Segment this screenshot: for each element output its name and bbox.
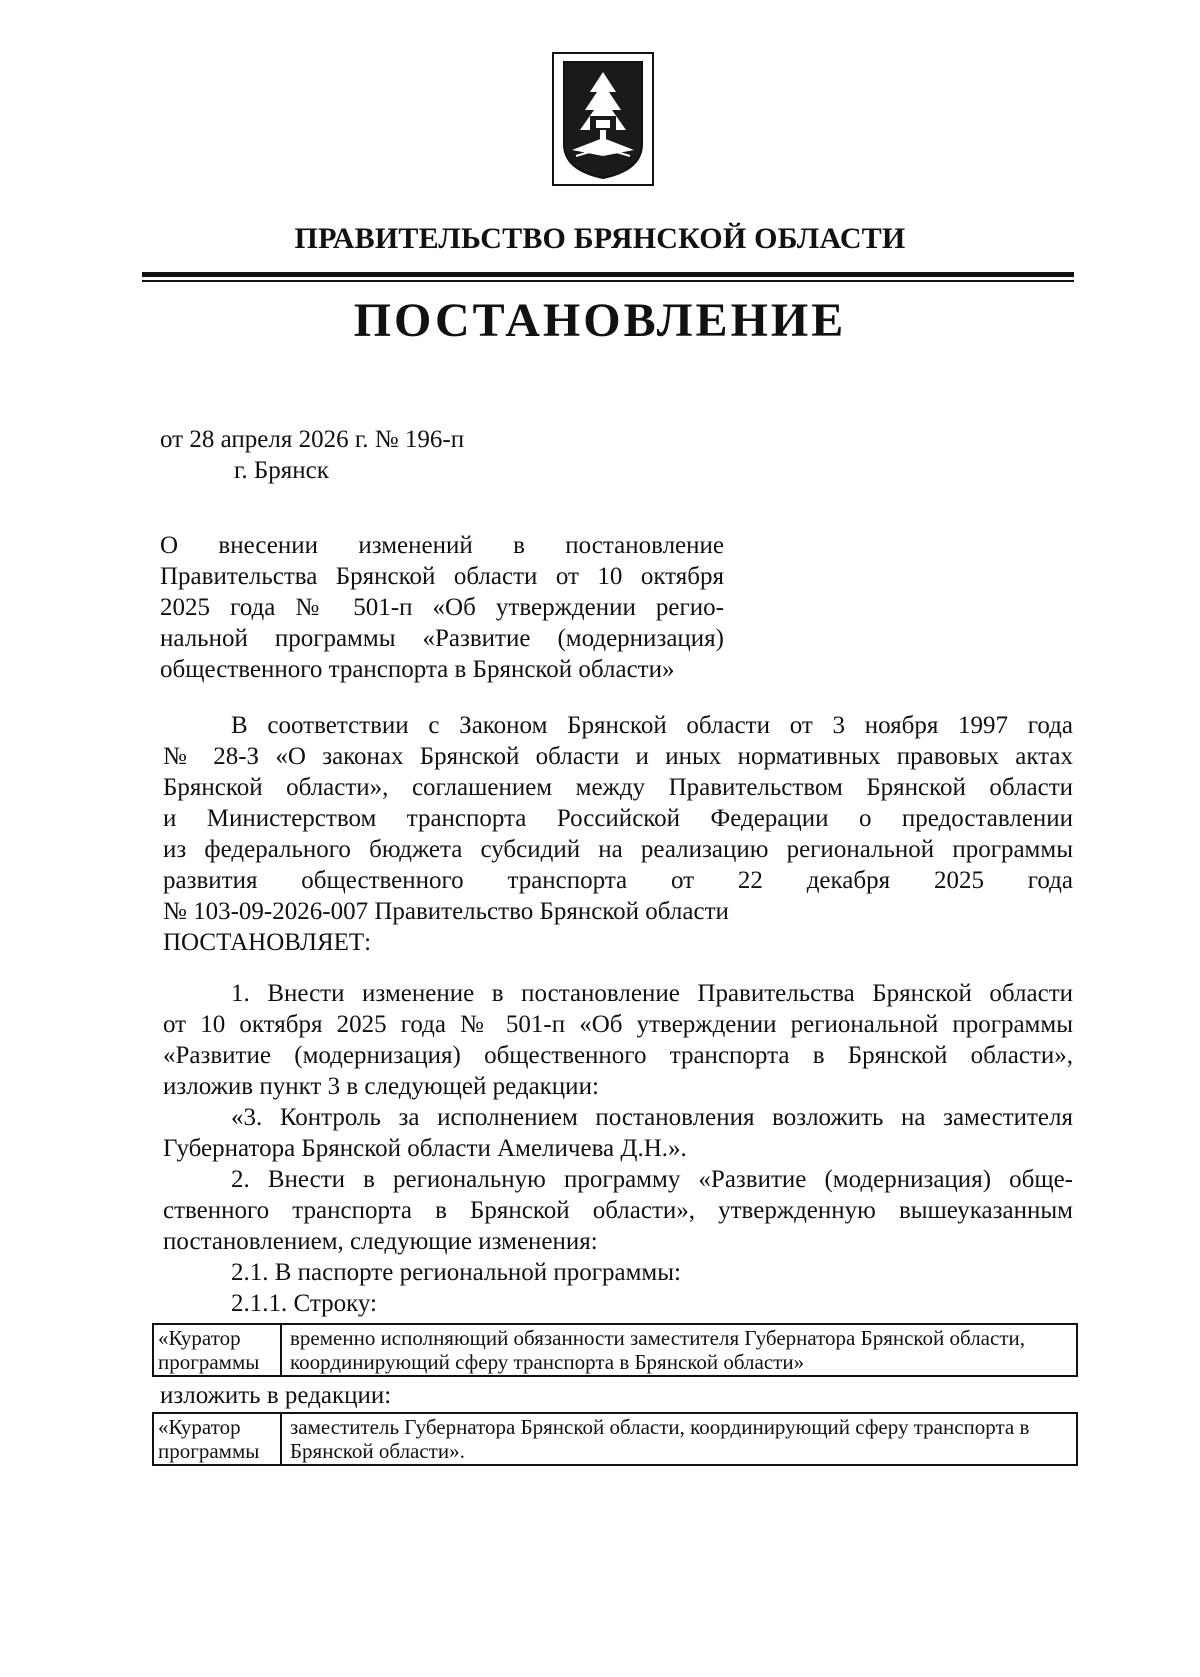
title-line: общественного транспорта в Брянской области»: [160, 656, 675, 683]
document-date: 28 апреля 2026 г.: [189, 426, 369, 453]
item-2-1: 2.1. В паспорте региональной программы:: [231, 1259, 681, 1286]
item-2-line: ственного транспорта в Брянской области», утвержденную вышеуказанным: [163, 1197, 1073, 1224]
item-1-line: от 10 октября 2025 года № 501-п «Об утверждении региональной программы: [163, 1011, 1073, 1038]
table-cell-label: «Куратор программы: [153, 1324, 281, 1376]
number-prefix: №: [374, 426, 399, 453]
table-cell-value: временно исполняющий обязанности заместителя Губернатора Брянской области, координирующий сферу транспорта в Брянской области»: [281, 1324, 1077, 1376]
header-rule-thick: [142, 272, 1074, 277]
title-line: 2025 года № 501-п «Об утверждении регио-: [160, 594, 724, 621]
table-cell-label: «Куратор программы: [153, 1413, 281, 1465]
organization-name: ПРАВИТЕЛЬСТВО БРЯНСКОЙ ОБЛАСТИ: [294, 222, 906, 255]
item-2-line: постановлением, следующие изменения:: [163, 1228, 598, 1255]
document-number: 196-п: [404, 426, 465, 453]
table-row: [153, 1413, 1077, 1465]
preamble-line: развития общественного транспорта от 22 декабря 2025 года: [163, 867, 1073, 894]
document-title: [160, 530, 724, 685]
item-1-line: изложив пункт 3 в следующей редакции:: [163, 1073, 599, 1100]
date-line: [160, 424, 464, 455]
quote-line: «3. Контроль за исполнением постановления возложить на заместителя: [231, 1104, 1073, 1131]
item-2-1-1: 2.1.1. Строку:: [231, 1290, 377, 1317]
item-2-line: 2. Внести в региональную программу «Развитие (модернизация) обще-: [231, 1166, 1073, 1193]
title-line: Правительства Брянской области от 10 октября: [160, 563, 724, 590]
preamble: [163, 710, 1073, 958]
table-old-row: [152, 1323, 1078, 1377]
preamble-line: № 103-09-2026-007 Правительство Брянской области: [163, 898, 729, 925]
item-1-line: «Развитие (модернизация) общественного транспорта в Брянской области»,: [163, 1042, 1073, 1069]
restate-line: изложить в редакции:: [160, 1382, 392, 1409]
title-line: О внесении изменений в постановление: [160, 532, 724, 559]
title-line: нальной программы «Развитие (модернизация): [160, 625, 724, 652]
preamble-line: В соответствии с Законом Брянской области от 3 ноября 1997 года: [231, 712, 1073, 739]
item-1: [163, 978, 1073, 1319]
date-prefix: от: [160, 426, 184, 453]
preamble-line: Брянской области», соглашением между Правительством Брянской области: [163, 774, 1073, 801]
preamble-line: № 28-З «О законах Брянской области и иных нормативных правовых актах: [163, 743, 1073, 770]
preamble-line: и Министерством транспорта Российской Федерации о предоставлении: [163, 805, 1073, 832]
preamble-line: из федерального бюджета субсидий на реализацию региональной программы: [163, 836, 1073, 863]
table-row: [153, 1324, 1077, 1376]
item-1-line: 1. Внести изменение в постановление Правительства Брянской области: [231, 980, 1073, 1007]
document-city: г. Брянск: [234, 457, 329, 484]
table-cell-value: заместитель Губернатора Брянской области, координирующий сферу транспорта в Брянской области».: [281, 1413, 1077, 1465]
coat-of-arms-icon: [552, 52, 654, 186]
document-type: ПОСТАНОВЛЕНИЕ: [353, 294, 847, 347]
quote-line: Губернатора Брянской области Амеличева Д.Н.».: [163, 1135, 687, 1162]
resolves-word: ПОСТАНОВЛЯЕТ:: [163, 929, 372, 956]
table-new-row: [152, 1412, 1078, 1466]
header-rule-thin: [142, 280, 1074, 282]
